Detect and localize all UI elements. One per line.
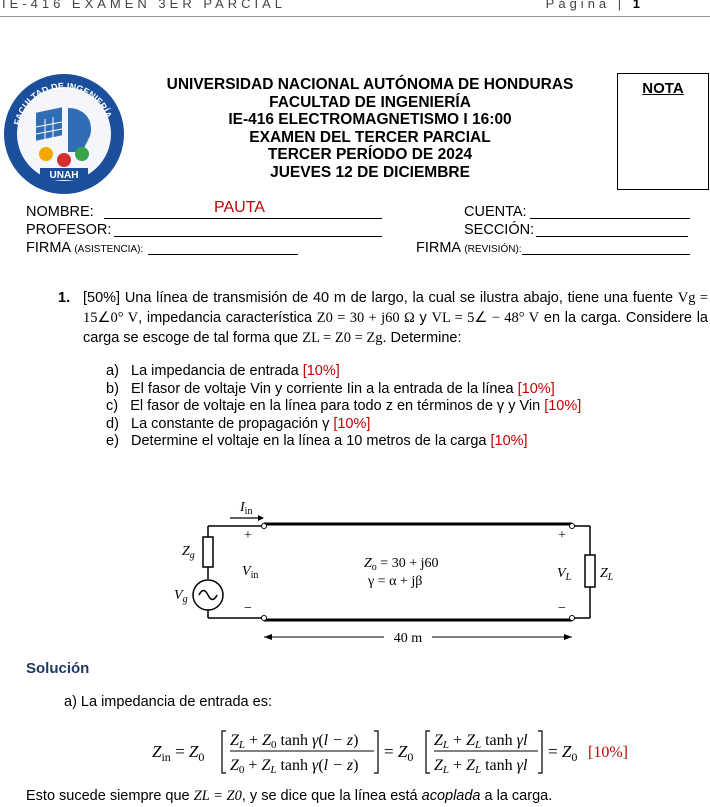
sq-weight: [10%]	[333, 415, 371, 432]
sq-text: El fasor de voltaje en la línea para todo z en términos de γ y Vin	[130, 398, 545, 414]
label-minus-in: −	[244, 601, 252, 616]
svg-text:Z0 + ZL tanh γ(l − z): Z0 + ZL tanh γ(l − z)	[230, 757, 359, 776]
label-zg: $Z_g$	[182, 544, 195, 561]
running-header-page	[546, 0, 640, 11]
sq-text: Determine el voltaje en la línea a 10 metros de la carga	[131, 433, 491, 449]
q-text-c: y	[414, 310, 432, 326]
label-zl: $Z_L$	[600, 566, 614, 583]
running-header-course: IE-416 EXAMEN 3ER PARCIAL	[2, 0, 286, 11]
subquestion-c	[106, 398, 581, 416]
header-rule	[0, 16, 710, 17]
title-faculty: FACULTAD DE INGENIERÍA	[269, 93, 471, 111]
final-text-a: Esto sucede siempre que	[26, 788, 194, 804]
title-date: JUEVES 12 DE DICIEMBRE	[270, 163, 470, 181]
account-field-line[interactable]	[530, 218, 690, 219]
section-field-line[interactable]	[536, 236, 688, 237]
signature2-sub: (REVISIÓN):	[464, 244, 522, 255]
label-vin: $V_{in}$	[242, 564, 259, 581]
subquestion-a	[106, 363, 581, 381]
faculty-logo	[2, 72, 126, 196]
title-exam: EXAMEN DEL TERCER PARCIAL	[249, 128, 491, 146]
sq-weight: [10%]	[302, 363, 340, 379]
solution-a-text: a) La impedancia de entrada es:	[64, 694, 272, 710]
svg-text:= Z0: = $Z_0$	[548, 742, 578, 764]
section-field-label: SECCIÓN:	[464, 222, 535, 238]
label-propagation: γ = α + jβ	[368, 574, 423, 589]
sq-text: La impedancia de entrada	[131, 363, 303, 379]
signature-review-label	[416, 240, 522, 256]
label-plus-in: +	[244, 528, 252, 543]
signature-label: FIRMA	[26, 240, 71, 256]
final-text-c: a la carga.	[480, 788, 553, 804]
label-minus-load: −	[558, 601, 566, 616]
svg-text:= Z0: = $Z_0$	[384, 742, 414, 764]
q-text-e: . Determine:	[382, 330, 462, 346]
subquestion-b	[106, 381, 581, 399]
label-line-impedance: $Z_o = 30 + j60$	[364, 556, 439, 573]
solution-conclusion	[26, 788, 552, 805]
label-vl: $V_L$	[557, 566, 572, 583]
title-period: TERCER PERÍODO DE 2024	[267, 146, 473, 163]
signature2-label: FIRMA	[416, 240, 461, 256]
title-university: UNIVERSIDAD NACIONAL AUTÓNOMA DE HONDURAS	[166, 76, 574, 93]
svg-text:ZL + Z0 tanh γ(l − z): ZL + Z0 tanh γ(l − z)	[230, 732, 359, 751]
signature-review-line[interactable]	[522, 254, 690, 255]
load-impedance-resistor	[585, 555, 595, 587]
q-load-voltage: VL = 5∠ − 48° V	[431, 310, 540, 326]
signature-sub: (ASISTENCIA):	[74, 244, 144, 255]
name-field-value: PAUTA	[214, 199, 265, 216]
solution-heading: Solución	[26, 660, 90, 677]
label-vg: $V_g$	[174, 588, 188, 605]
q-char-impedance: Z0 = 30 + j60 Ω	[316, 310, 415, 326]
page-label: Página |	[545, 0, 633, 11]
sq-text: La constante de propagación γ	[131, 415, 334, 432]
exam-title-block	[140, 76, 600, 181]
label-plus-load: +	[558, 528, 566, 543]
page-number: 1	[632, 0, 640, 11]
q-text-d: en la carga. Considere la carga se escoge de tal forma que	[83, 310, 708, 346]
question-number: 1.	[58, 290, 71, 306]
logo-top-text: FACULTAD DE INGENIERÍA	[11, 80, 114, 127]
sq-letter: d)	[106, 415, 119, 432]
name-field-label: NOMBRE:	[26, 204, 94, 220]
final-condition: ZL = Z0	[193, 788, 242, 804]
question-1	[58, 288, 708, 348]
signature-attendance-label	[26, 240, 143, 256]
sq-letter: b)	[106, 380, 119, 397]
title-course: IE-416 ELECTROMAGNETISMO I 16:00	[228, 111, 512, 128]
subquestion-d	[106, 416, 581, 434]
sq-weight: [10%]	[544, 398, 582, 414]
sq-weight: [10%]	[490, 433, 528, 449]
sq-weight: [10%]	[517, 380, 555, 397]
equation-weight: [10%]	[588, 744, 628, 761]
sq-letter: a)	[106, 363, 119, 379]
svg-text:ZL + ZL tanh γl: ZL + ZL tanh γl	[434, 757, 528, 776]
q-condition: ZL = Z0 = Zg	[302, 330, 383, 346]
subquestion-list	[106, 363, 581, 451]
input-impedance-equation	[150, 723, 650, 786]
final-text-b: , y se dice que la línea está	[241, 788, 422, 804]
q-text-a: [50%] Una línea de transmisión de 40 m de largo, la cual se ilustra abajo, tiene una fuente	[83, 290, 678, 306]
q-text-b: , impedancia característica	[138, 310, 317, 326]
sq-letter: e)	[106, 433, 119, 449]
professor-field-label: PROFESOR:	[26, 222, 112, 238]
account-field-label: CUENTA:	[464, 204, 527, 220]
svg-text:ZL + ZL tanh γl: ZL + ZL tanh γl	[434, 732, 528, 751]
label-iin: $I_{in}$	[240, 500, 253, 517]
transmission-line-diagram	[172, 495, 622, 650]
q-source-voltage: Vg = 15∠0° V	[83, 290, 709, 326]
source-impedance-resistor	[203, 537, 213, 567]
name-field-line[interactable]	[104, 218, 382, 219]
grade-label: NOTA	[642, 80, 684, 97]
professor-field-line[interactable]	[114, 236, 382, 237]
final-emphasis: acoplada	[421, 788, 481, 804]
subquestion-e	[106, 433, 581, 451]
sq-letter: c)	[106, 398, 119, 414]
svg-text:Zin = Z0: $Z_{in} = Z_0$	[152, 742, 205, 764]
signature-attendance-line[interactable]	[148, 254, 298, 255]
logo-bottom-text: UNAH	[49, 170, 79, 181]
sq-text: El fasor de voltaje Vin y corriente Iin a la entrada de la línea	[131, 380, 518, 397]
label-length: 40 m	[393, 631, 423, 646]
